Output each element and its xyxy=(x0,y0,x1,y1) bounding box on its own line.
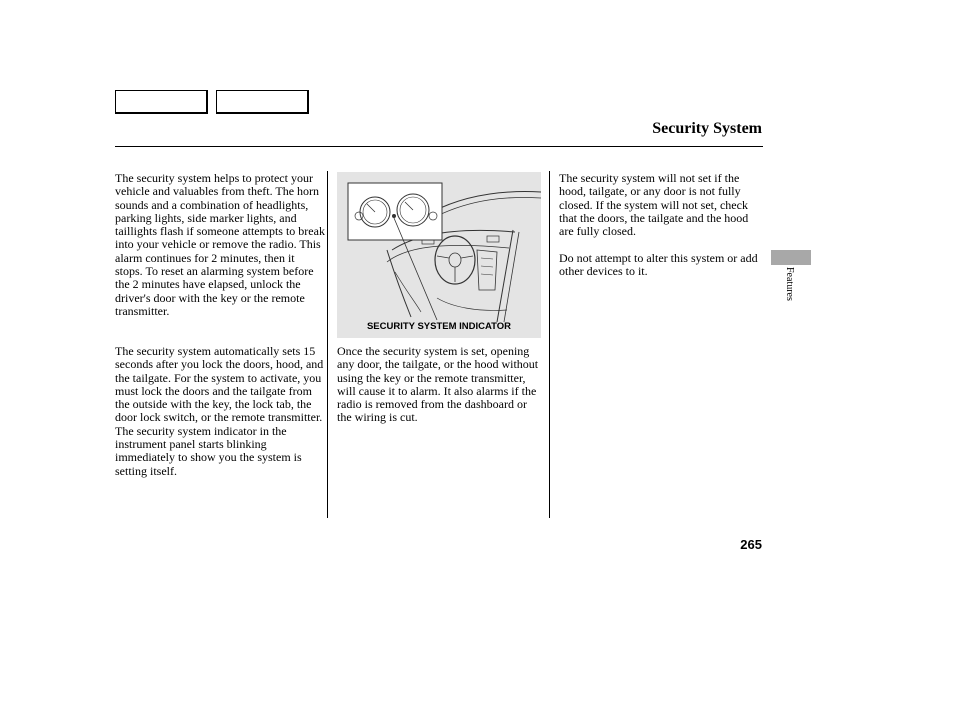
intro-paragraph: The security system helps to protect your vehicle and valuables from theft. The horn sounds and a combination of headlights, parking lights, side marker lights, and taillights flash if someone attempts to break into your vehicle or remove the radio. This alarm continues for 2 minutes, then it stops. To reset an alarming system before the 2 minutes have elapsed, unlock the driver's door with the key or the remote transmitter. xyxy=(115,171,325,318)
main-menu-button[interactable] xyxy=(115,90,208,114)
security-indicator-light xyxy=(392,214,396,218)
alarm-trigger-paragraph: Once the security system is set, opening any door, the tailgate, or the hood without using the key or the remote transmitter, will cause it to alarm. It also alarms if the radio is removed from the dashboard or the wiring is cut. xyxy=(337,344,539,425)
figure-caption: SECURITY SYSTEM INDICATOR xyxy=(366,321,512,332)
column-divider-1 xyxy=(327,171,328,518)
title-divider xyxy=(115,146,763,147)
page-title: Security System xyxy=(652,120,762,137)
warning-paragraph: Do not attempt to alter this system or add other devices to it. xyxy=(559,251,758,279)
security-indicator-figure xyxy=(337,172,541,338)
page-number: 265 xyxy=(740,537,762,552)
column-divider-2 xyxy=(549,171,550,518)
setting-condition-paragraph: The security system will not set if the hood, tailgate, or any door is not fully closed. If the system will not set, check that the doors, the tailgate and the hood are fully closed. xyxy=(559,171,749,239)
index-button[interactable] xyxy=(216,90,309,114)
activation-paragraph: The security system automatically sets 15 seconds after you lock the doors, hood, and the tailgate. For the system to activate, you must lock the doors and the tailgate from the outside with the key, the lock tab, the door lock switch, or the remote transmitter. The security system indicator in the instrument panel starts blinking immediately to show you the system is setting itself. xyxy=(115,344,324,478)
section-label: Features xyxy=(784,267,795,301)
section-tab-marker xyxy=(771,250,811,265)
dashboard-illustration xyxy=(337,172,541,338)
